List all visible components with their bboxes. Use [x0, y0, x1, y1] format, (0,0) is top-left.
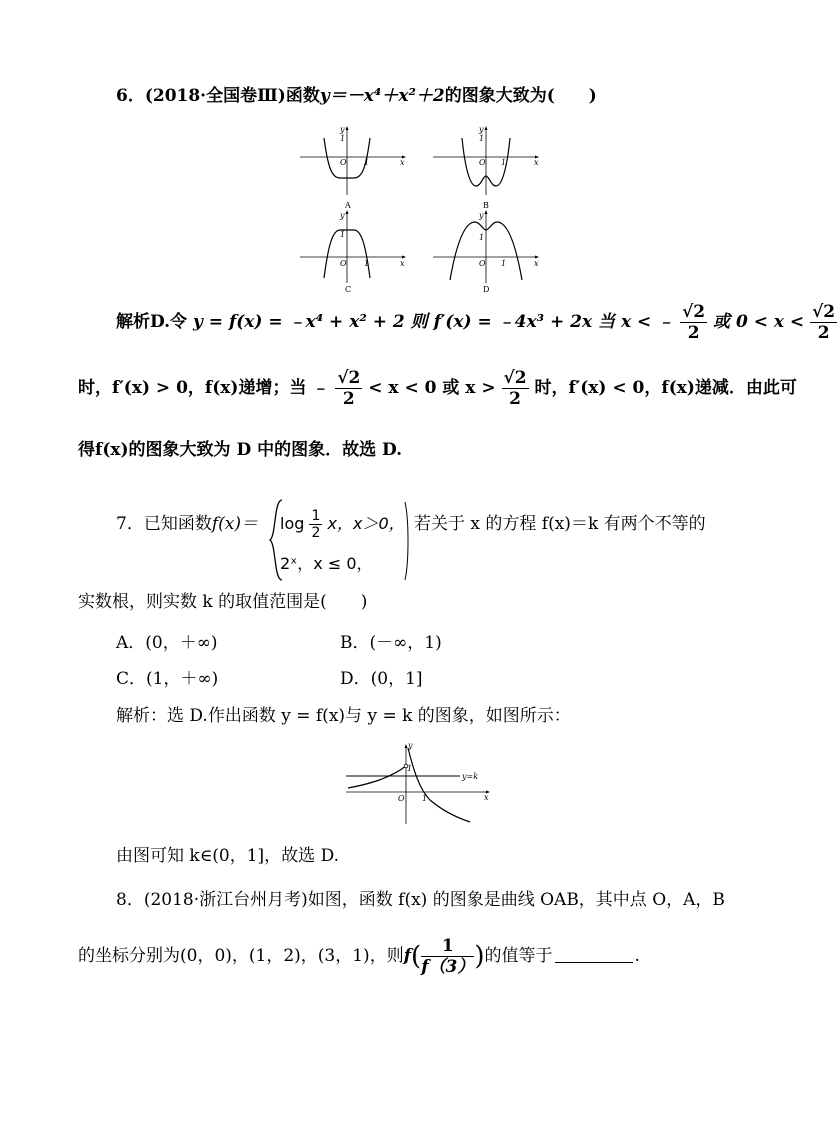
q6-frac-1 — [680, 302, 707, 343]
q7-stem-a: 7．已知函数 — [116, 514, 212, 534]
q6-frac-3-num: √2 — [337, 368, 361, 388]
q6-sol2-a: 时，f′(x) > 0，f(x)递增；当 ﹣ — [78, 378, 330, 398]
q8-answer-blank[interactable] — [555, 944, 633, 963]
q6-a-axis-x: x — [400, 158, 405, 167]
q8-stem-line2 — [78, 936, 640, 977]
q6-sol2-c: 时，f′(x) < 0，f(x)递减．由此可 — [534, 378, 797, 398]
q7-graph-one-x: 1 — [422, 794, 428, 803]
q8-stem-line1: 8．(2018·浙江台州月考)如图，函数 f(x) 的图象是曲线 OAB，其中点 O，A，B — [116, 890, 725, 910]
q7-piece2: 2ˣ，x ≤ 0， — [280, 554, 373, 573]
q6-a-tick-y: 1 — [340, 134, 346, 143]
q6-sol-ineq2: 或 0 < x < — [713, 312, 805, 332]
q6-c-axis-y: y — [340, 211, 345, 220]
q6-d-tick-x: 1 — [501, 259, 507, 268]
q8-stem-end: . — [634, 946, 640, 966]
q8-frac-den: f（3） — [421, 957, 475, 977]
q6-graphs — [290, 120, 560, 295]
q7-option-d: D．(0，1] — [340, 669, 423, 689]
q7-piece1-log: log — [280, 514, 305, 533]
q7-stem-prefix — [116, 512, 258, 536]
q6-frac-2-den: 2 — [817, 323, 830, 343]
q8-stem-b: 的值等于 — [484, 946, 553, 966]
q7-piece1 — [280, 508, 405, 541]
q7-graph-one-y: 1 — [407, 764, 413, 773]
q6-d-axis-x: x — [534, 259, 539, 268]
q7-half — [309, 508, 322, 541]
q8-paren-left: ( — [411, 941, 422, 972]
q7-graph — [340, 738, 500, 830]
q6-a-origin: O — [340, 158, 347, 167]
q6-graph-d — [433, 210, 539, 294]
q7-graph-axis-x: x — [484, 793, 489, 802]
q6-frac-3 — [335, 368, 362, 409]
q6-frac-3-den: 2 — [342, 389, 355, 409]
q6-c-axis-x: x — [400, 259, 405, 268]
q6-frac-4 — [502, 368, 529, 409]
q6-d-tick-y: 1 — [479, 233, 485, 242]
q7-option-c: C．(1，＋∞) — [116, 669, 219, 689]
q7-solution-line2: 由图可知 k∈(0，1]，故选 D. — [116, 846, 340, 866]
q6-frac-4-num: √2 — [503, 368, 527, 388]
q8-frac-num: 1 — [421, 936, 474, 957]
q7-stem-line2: 实数根，则实数 k 的取值范围是( ) — [78, 592, 368, 612]
q6-d-label: D — [483, 285, 490, 294]
q7-right-bar — [402, 500, 412, 582]
q6-solution-line3: 得f(x)的图象大致为 D 中的图象．故选 D. — [78, 440, 403, 460]
q6-graph-b — [433, 125, 539, 210]
q7-stem-suffix: 若关于 x 的方程 f(x)＝k 有两个不等的 — [414, 514, 706, 534]
q6-c-origin: O — [340, 259, 347, 268]
q7-graph-label-k: y=k — [462, 772, 479, 781]
q6-stem-prefix: 6．(2018·全国卷Ⅲ)函数 — [116, 86, 320, 106]
q6-b-label: B — [483, 201, 489, 210]
q6-b-tick-y: 1 — [479, 134, 485, 143]
q7-graph-origin: O — [398, 794, 405, 803]
q7-half-den: 2 — [311, 525, 321, 541]
q7-fx: f(x)＝ — [211, 514, 258, 534]
q8-stem-a: 的坐标分别为(0，0)，(1，2)，(3，1)，则 — [78, 946, 404, 966]
q8-paren-right: ) — [474, 941, 485, 972]
q6-graph-c — [300, 210, 406, 294]
q6-b-tick-x: 1 — [501, 158, 507, 167]
q6-frac-2-num: √2 — [812, 302, 836, 322]
q7-graph-axis-y: y — [408, 741, 413, 750]
q6-stem — [116, 84, 597, 108]
q6-frac-4-den: 2 — [509, 389, 521, 409]
q6-d-axis-y: y — [479, 211, 484, 220]
q6-graph-a — [300, 125, 406, 210]
q6-frac-1-den: 2 — [687, 323, 700, 343]
q6-a-axis-y: y — [340, 125, 345, 134]
q6-sol2-b: < x < 0 或 x > — [368, 378, 496, 398]
q6-c-tick-y: 1 — [340, 230, 346, 239]
q8-frac — [421, 936, 474, 977]
q6-c-label: C — [345, 285, 352, 294]
q7-piece1-cond: x，x＞0， — [327, 514, 405, 533]
q6-b-axis-x: x — [534, 158, 539, 167]
q6-solution-line1 — [116, 302, 837, 343]
q6-sol-deriv: f′(x) = ﹣4x³ + 2x 当 — [433, 312, 616, 332]
q6-stem-suffix: 的图象大致为( ) — [444, 86, 597, 106]
q6-a-tick-x: 1 — [364, 158, 370, 167]
q6-sol-answer: D.令 — [150, 312, 188, 332]
q6-sol-ineq1: x < ﹣ — [620, 312, 675, 332]
q7-solution-line1: 解析：选 D.作出函数 y = f(x)与 y = k 的图象，如图所示： — [116, 706, 571, 726]
q6-solution-line2 — [78, 368, 797, 409]
q6-frac-1-num: √2 — [682, 302, 706, 322]
q6-b-origin: O — [479, 158, 486, 167]
q6-c-tick-x: 1 — [364, 259, 370, 268]
q7-option-a: A．(0，＋∞) — [116, 633, 218, 653]
q6-formula: y＝－x⁴＋x²＋2 — [319, 86, 445, 106]
q6-frac-2 — [810, 302, 837, 343]
q7-half-num: 1 — [311, 508, 321, 524]
q6-sol-func: y = f(x) = ﹣x⁴ + x² + 2 则 — [192, 312, 428, 332]
q8-f: f — [403, 946, 412, 966]
q6-sol-head: 解析 — [116, 312, 150, 332]
q6-a-label: A — [345, 201, 351, 210]
q7-option-b: B．(－∞，1) — [340, 633, 442, 653]
q6-b-axis-y: y — [479, 125, 484, 134]
q6-d-origin: O — [479, 259, 486, 268]
